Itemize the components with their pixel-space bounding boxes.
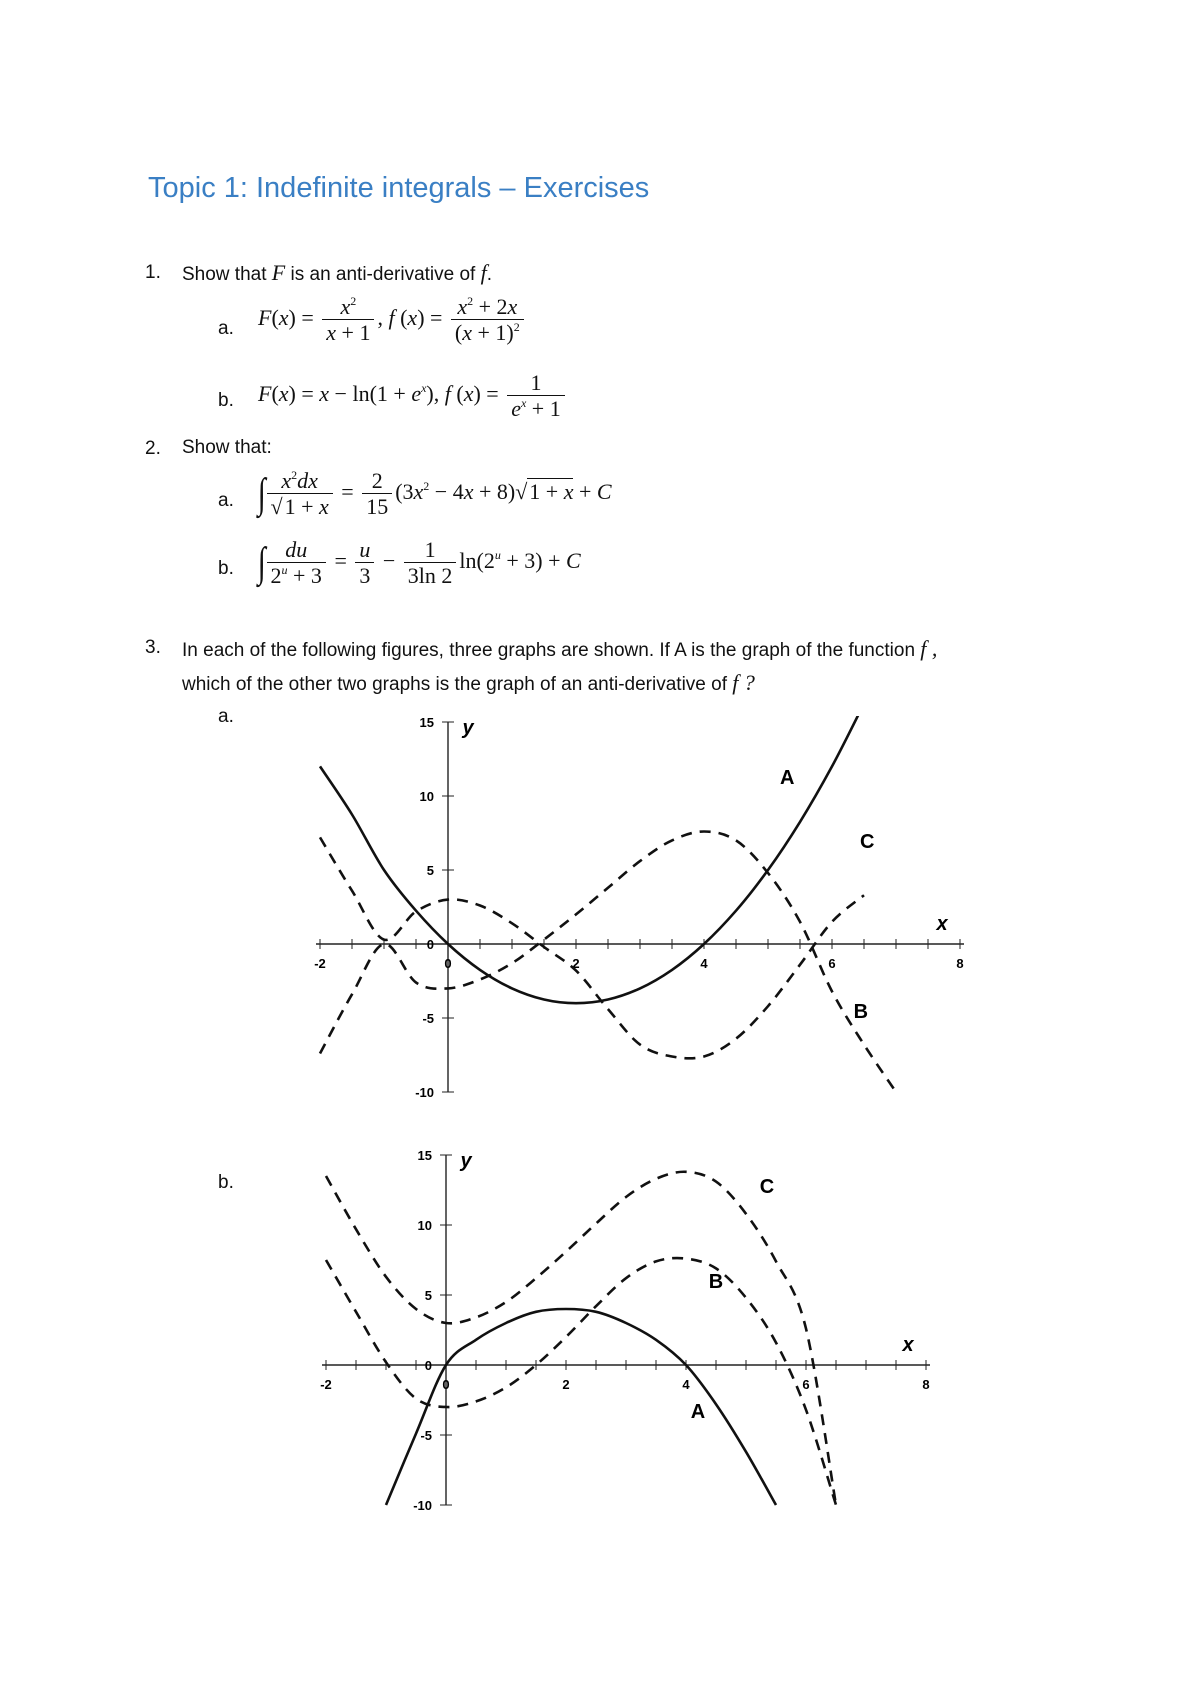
- curve-label-C: C: [759, 1175, 775, 1198]
- x-tick-label: 4: [700, 956, 708, 971]
- q1-text-b: is an anti-derivative of: [290, 264, 476, 285]
- q3-line1-text: In each of the following figures, three graphs are shown. If A is the graph of the function: [182, 640, 916, 661]
- curve-B: [320, 837, 864, 1058]
- x-tick-label: 0: [442, 1377, 450, 1392]
- q1-text-a: Show that: [182, 264, 267, 285]
- q3-line2-text: which of the other two graphs is the graph of an anti-derivative of: [182, 674, 727, 695]
- y-tick-label: -10: [413, 1498, 432, 1513]
- x-axis-label: x: [902, 1334, 914, 1356]
- q2-part-a-formula: ∫ $\frac{x^2dx}{√1 + x}$ = $\frac{2}{15}$ $(3x^2 - 4x + 8)√1 + x + C$: [257, 468, 612, 520]
- curve-label-B: B: [853, 1001, 869, 1023]
- y-axis-label: y: [460, 1150, 472, 1172]
- x-axis-label: x: [936, 913, 948, 935]
- y-tick-label: 10: [417, 1218, 432, 1233]
- q1-dot: .: [486, 264, 493, 285]
- question-1-number: 1.: [145, 262, 161, 283]
- y-tick-label: 5: [424, 1288, 432, 1303]
- q1-symbol-F: F: [271, 260, 286, 285]
- curve-C: [320, 832, 896, 1093]
- x-tick-label: -2: [314, 956, 326, 971]
- q1-part-b-label: b.: [218, 390, 234, 411]
- y-tick-label: 0: [424, 1358, 432, 1373]
- y-tick-label: 10: [419, 789, 434, 804]
- curve-A: [320, 704, 864, 1004]
- q2-part-a-label: a.: [218, 490, 234, 511]
- curve-label-A: A: [690, 1401, 706, 1424]
- curve-label-B: B: [708, 1271, 724, 1293]
- q1-symbol-f: f: [480, 260, 487, 285]
- x-tick-label: 0: [444, 956, 452, 971]
- q3-part-a-label: a.: [218, 706, 234, 727]
- q1-part-a-formula: F(x) = $\frac{x^2}{x + 1}$ , f (x) = $\frac{x^2 + 2x}{(x + 1)^2}$: [258, 294, 527, 346]
- curve-label-A: A: [779, 767, 795, 790]
- x-tick-label: 4: [682, 1377, 690, 1392]
- x-tick-label: 6: [802, 1377, 810, 1392]
- y-tick-label: 15: [419, 715, 434, 730]
- y-tick-label: 0: [426, 937, 434, 952]
- x-tick-label: -2: [320, 1377, 332, 1392]
- x-tick-label: 2: [562, 1377, 570, 1392]
- y-axis-label: y: [462, 717, 474, 739]
- page-title: Topic 1: Indefinite integrals – Exercises: [148, 172, 650, 204]
- y-tick-label: -5: [420, 1428, 432, 1443]
- q3-line2-f: f ?: [732, 670, 755, 695]
- figure-a: [314, 704, 964, 1101]
- y-tick-label: -5: [422, 1011, 434, 1026]
- q2-part-b-label: b.: [218, 558, 234, 579]
- q3-line1-f: f ,: [920, 636, 938, 661]
- x-tick-label: 2: [572, 956, 580, 971]
- curve-C: [326, 1172, 836, 1505]
- q3-part-b-label: b.: [218, 1172, 234, 1193]
- y-tick-label: 5: [426, 863, 434, 878]
- x-tick-label: 8: [956, 956, 964, 971]
- x-tick-label: 8: [922, 1377, 930, 1392]
- q1-part-a-label: a.: [218, 318, 234, 339]
- figure-b: [320, 1148, 930, 1513]
- q1-part-b-formula: $F(x) = x - \ln(1 + e^x)$, f (x) = $\frac{1}{e^x + 1}$: [258, 370, 568, 422]
- q2-part-b-formula: ∫ $\frac{du}{2^u + 3}$ = $\frac{u}{3}$ − $\frac{1}{3\ln 2}$ $\ln(2^u + 3) + C$: [257, 537, 581, 589]
- question-2-number: 2.: [145, 438, 161, 459]
- y-tick-label: 15: [417, 1148, 432, 1163]
- x-tick-label: 6: [828, 956, 836, 971]
- y-tick-label: -10: [415, 1085, 434, 1100]
- question-2-text: Show that:: [182, 437, 272, 458]
- curve-label-C: C: [859, 830, 875, 853]
- question-3-number: 3.: [145, 637, 161, 658]
